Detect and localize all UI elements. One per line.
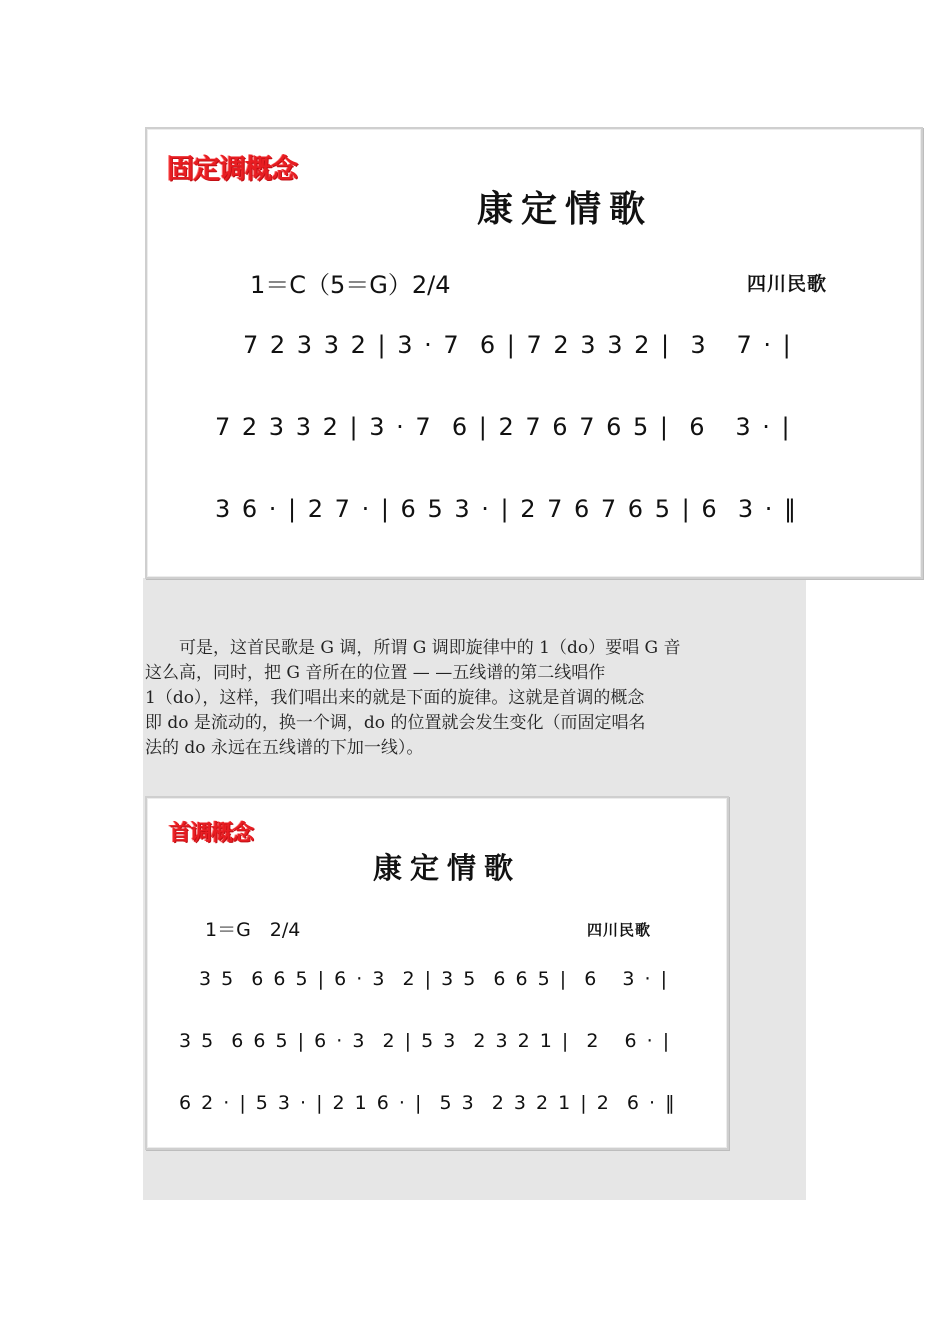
movable-do-score-line-3: 6 2 · | 5 3 · | 2 1 6 · | 5 3 2 3 2 1 | 2 6 · ‖ xyxy=(179,1092,677,1114)
explanation-paragraph xyxy=(145,636,805,761)
paragraph-line-2: 这么高，同时，把 G 音所在的位置 — —五线谱的第二线唱作 xyxy=(145,663,606,683)
fixed-do-key-signature: 1＝C（5＝G）2/4 xyxy=(250,271,451,299)
paragraph-line-5: 法的 do 永远在五线谱的下加一线）。 xyxy=(145,738,424,758)
paragraph-line-1: 可是，这首民歌是 G 调，所谓 G 调即旋律中的 1（do）要唱 G 音 xyxy=(145,638,681,658)
fixed-do-score-line-2: 7 2 3 3 2 | 3 · 7 6 | 2 7 6 7 6 5 | 6 3 · | xyxy=(215,413,792,441)
movable-do-score-line-1: 3 5 6 6 5 | 6 · 3 2 | 3 5 6 6 5 | 6 3 · | xyxy=(199,968,670,990)
movable-do-score-line-2: 3 5 6 6 5 | 6 · 3 2 | 5 3 2 3 2 1 | 2 6 · | xyxy=(179,1030,672,1052)
fixed-do-song-title: 康定情歌 xyxy=(477,188,654,230)
fixed-do-score-line-1: 7 2 3 3 2 | 3 · 7 6 | 7 2 3 3 2 | 3 7 · | xyxy=(243,331,793,359)
movable-do-score-card xyxy=(145,796,729,1150)
fixed-do-score-card xyxy=(145,127,923,579)
fixed-do-label: 固定调概念 xyxy=(167,154,297,185)
movable-do-key-signature: 1＝G 2/4 xyxy=(205,919,301,941)
paragraph-line-3: 1（do），这样，我们唱出来的就是下面的旋律。这就是首调的概念 xyxy=(145,688,645,708)
fixed-do-origin: 四川民歌 xyxy=(747,273,828,295)
movable-do-origin: 四川民歌 xyxy=(587,921,652,939)
paragraph-line-4: 即 do 是流动的，换一个调，do 的位置就会发生变化（而固定唱名 xyxy=(145,713,646,733)
fixed-do-score-line-3: 3 6 · | 2 7 · | 6 5 3 · | 2 7 6 7 6 5 | 6 3 · ‖ xyxy=(215,495,798,523)
movable-do-label: 首调概念 xyxy=(169,821,254,846)
movable-do-song-title: 康定情歌 xyxy=(373,851,522,885)
